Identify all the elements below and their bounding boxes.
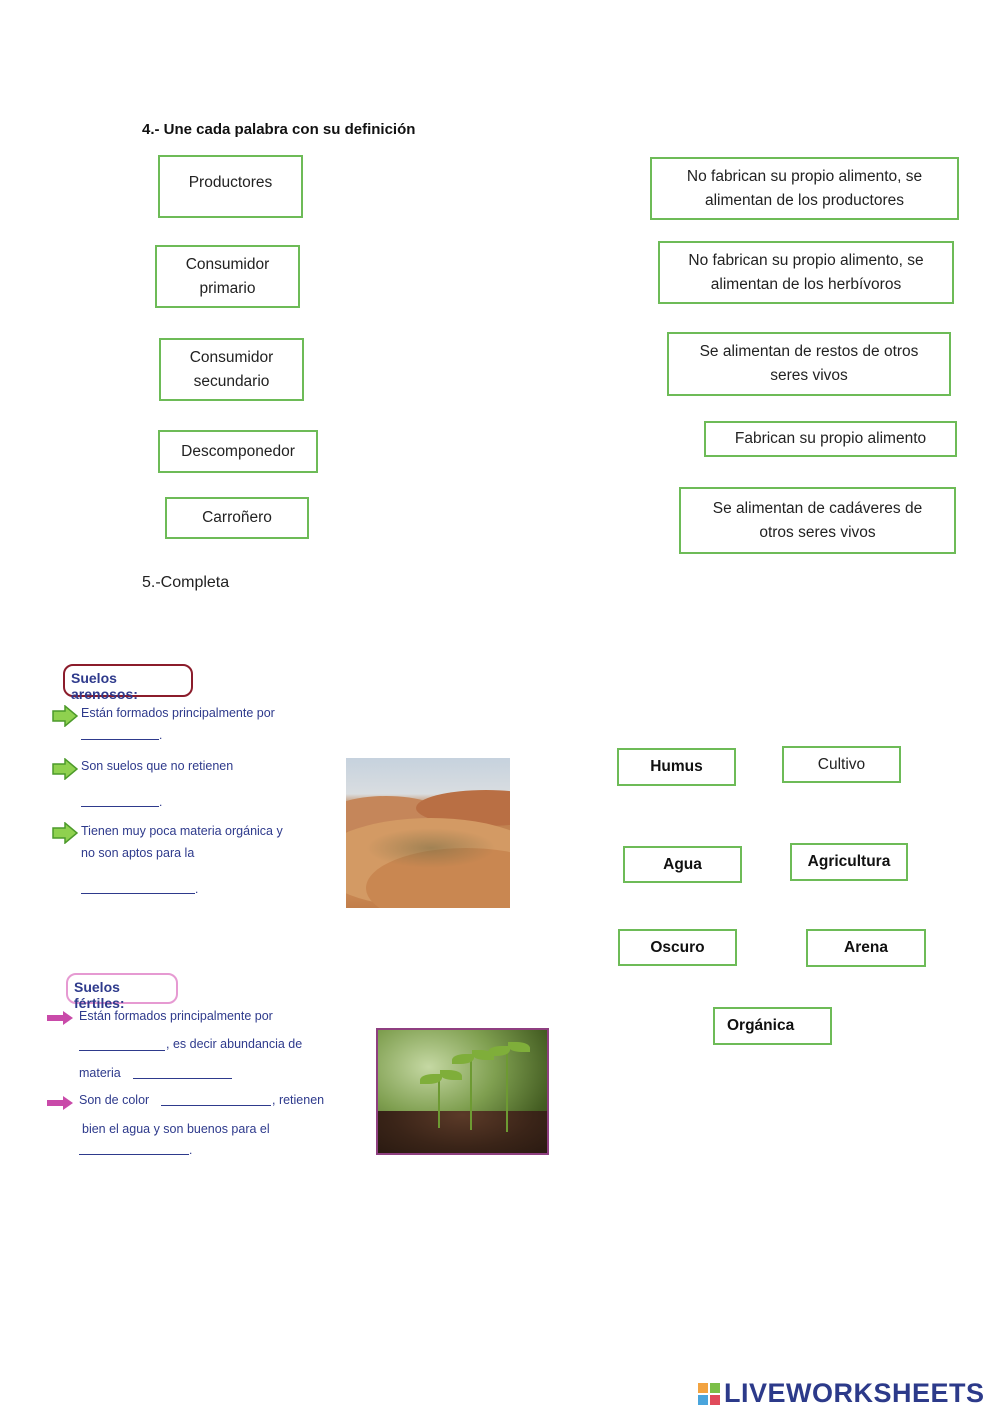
question-4-heading: 4.- Une cada palabra con su definición bbox=[142, 121, 416, 138]
period: . bbox=[189, 1143, 193, 1157]
fertiles-line-3: materia bbox=[79, 1066, 121, 1080]
green-arrow-icon bbox=[52, 705, 78, 727]
definition-box-5[interactable] bbox=[679, 487, 956, 554]
period: . bbox=[159, 795, 163, 809]
title-text: Suelos arenosos: bbox=[71, 670, 138, 702]
word-box-consumidor-primario[interactable] bbox=[155, 245, 300, 308]
definition-label: Se alimentan de restos de otros seres vivos bbox=[699, 343, 919, 384]
option-label: Agricultura bbox=[807, 853, 891, 870]
word-box-productores[interactable] bbox=[158, 155, 303, 218]
word-box-descomponedor[interactable] bbox=[158, 430, 318, 473]
fertiles-line-4b: , retienen bbox=[272, 1093, 325, 1107]
word-label: Descomponedor bbox=[181, 442, 295, 460]
option-cultivo[interactable] bbox=[782, 746, 901, 783]
word-box-carronero[interactable] bbox=[165, 497, 309, 539]
blank-input[interactable] bbox=[161, 1105, 271, 1106]
option-agricultura[interactable] bbox=[790, 843, 908, 881]
period: . bbox=[159, 728, 163, 742]
green-arrow-icon bbox=[52, 822, 78, 844]
arenosos-line-3a: Tienen muy poca materia orgánica y bbox=[81, 824, 283, 838]
option-label: Orgánica bbox=[727, 1017, 795, 1034]
suelos-fertiles-title bbox=[66, 973, 178, 1011]
word-label: Consumidor secundario bbox=[189, 348, 274, 390]
blank-input[interactable] bbox=[79, 1154, 189, 1155]
fertiles-line-1: Están formados principalmente por bbox=[79, 1009, 273, 1023]
logo-text: LIVEWORKSHEETS bbox=[724, 1378, 985, 1408]
word-label: Productores bbox=[188, 174, 273, 191]
definition-box-3[interactable] bbox=[667, 332, 951, 396]
arenosos-line-1: Están formados principalmente por bbox=[81, 706, 275, 720]
option-label: Arena bbox=[844, 939, 888, 956]
option-arena[interactable] bbox=[806, 929, 926, 967]
liveworksheets-logo-icon bbox=[698, 1383, 720, 1405]
question-5-heading: 5.-Completa bbox=[142, 574, 230, 591]
word-label: Carroñero bbox=[202, 509, 272, 526]
definition-label: No fabrican su propio alimento, se alimentan de los herbívoros bbox=[688, 251, 924, 293]
option-agua[interactable] bbox=[623, 846, 742, 883]
definition-label: No fabrican su propio alimento, se alimentan de los productores bbox=[686, 167, 923, 209]
green-arrow-icon bbox=[52, 758, 78, 780]
option-humus[interactable] bbox=[617, 748, 736, 786]
option-label: Cultivo bbox=[817, 755, 866, 773]
period: . bbox=[195, 882, 199, 896]
arenosos-line-3b: no son aptos para la bbox=[81, 846, 195, 860]
option-label: Agua bbox=[663, 855, 702, 873]
liveworksheets-logo bbox=[698, 1378, 985, 1409]
blank-input[interactable] bbox=[81, 739, 159, 740]
option-oscuro[interactable] bbox=[618, 929, 737, 966]
pink-arrow-icon bbox=[46, 1096, 74, 1110]
fertiles-line-5: bien el agua y son buenos para el bbox=[82, 1122, 270, 1136]
definition-box-4[interactable] bbox=[704, 421, 957, 457]
pink-arrow-icon bbox=[46, 1011, 74, 1025]
blank-input[interactable] bbox=[133, 1078, 232, 1079]
fertiles-line-4a: Son de color bbox=[79, 1093, 150, 1107]
arenosos-line-2: Son suelos que no retienen bbox=[81, 759, 234, 773]
word-label: Consumidor primario bbox=[185, 255, 270, 297]
desert-photo bbox=[346, 758, 510, 908]
word-box-consumidor-secundario[interactable] bbox=[159, 338, 304, 401]
blank-input[interactable] bbox=[79, 1050, 165, 1051]
definition-label: Fabrican su propio alimento bbox=[734, 430, 927, 447]
option-organica[interactable] bbox=[713, 1007, 832, 1045]
definition-box-1[interactable] bbox=[650, 157, 959, 220]
title-text: Suelos fértiles: bbox=[74, 979, 125, 1011]
option-label: Humus bbox=[650, 758, 703, 775]
seedlings-photo bbox=[376, 1028, 549, 1155]
option-label: Oscuro bbox=[650, 938, 705, 956]
definition-label: Se alimentan de cadáveres de otros seres vivos bbox=[712, 499, 923, 541]
fertiles-line-2: , es decir abundancia de bbox=[166, 1037, 303, 1051]
blank-input[interactable] bbox=[81, 806, 159, 807]
suelos-arenosos-title bbox=[63, 664, 193, 702]
blank-input[interactable] bbox=[81, 893, 195, 894]
definition-box-2[interactable] bbox=[658, 241, 954, 304]
